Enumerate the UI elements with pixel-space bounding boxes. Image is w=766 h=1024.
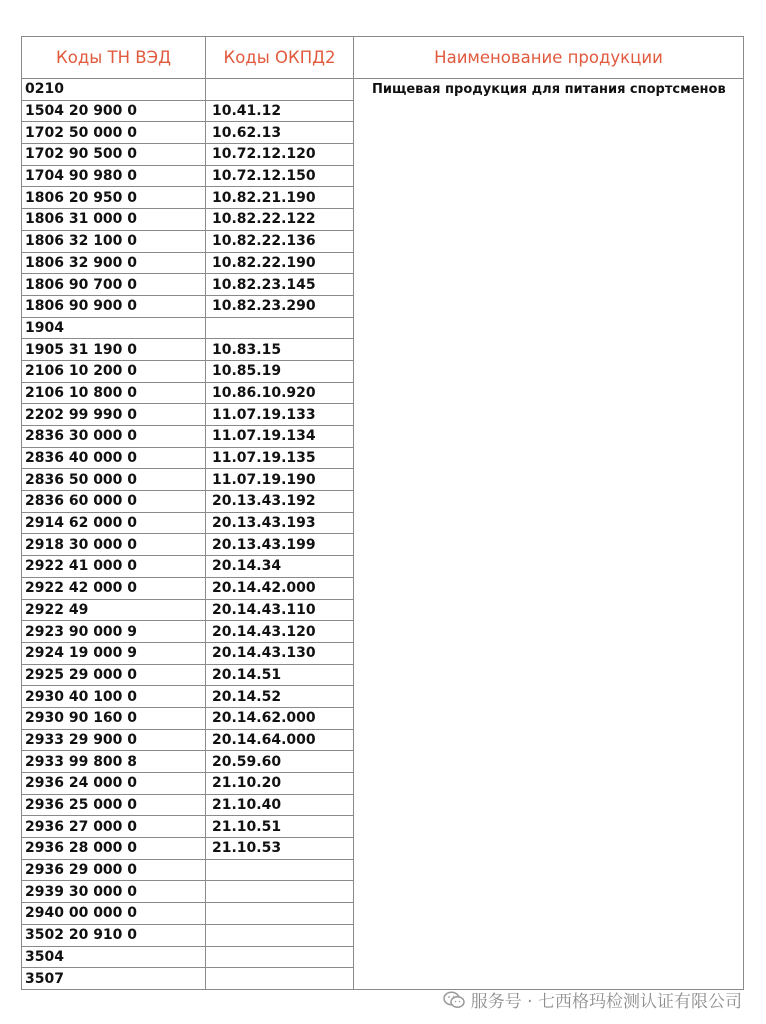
okpd2-code: 20.14.42.000 [206, 577, 354, 599]
tn-ved-code: 2918 30 000 0 [22, 534, 206, 556]
tn-ved-code: 2933 29 900 0 [22, 729, 206, 751]
tn-ved-code: 2922 42 000 0 [22, 577, 206, 599]
okpd2-code: 10.83.15 [206, 339, 354, 361]
tn-ved-code: 2930 40 100 0 [22, 686, 206, 708]
okpd2-code: 20.13.43.193 [206, 512, 354, 534]
okpd2-code: 20.13.43.199 [206, 534, 354, 556]
tn-ved-code: 2914 62 000 0 [22, 512, 206, 534]
tn-ved-code: 2923 90 000 9 [22, 621, 206, 643]
okpd2-code: 20.13.43.192 [206, 491, 354, 513]
okpd2-code: 20.14.52 [206, 686, 354, 708]
okpd2-code: 20.14.64.000 [206, 729, 354, 751]
product-name-cell: Пищевая продукция для питания спортсменов [354, 79, 744, 990]
tn-ved-code: 2925 29 000 0 [22, 664, 206, 686]
okpd2-code: 20.14.43.110 [206, 599, 354, 621]
tn-ved-code: 0210 [22, 79, 206, 101]
tn-ved-code: 2940 00 000 0 [22, 903, 206, 925]
tn-ved-code: 3504 [22, 946, 206, 968]
okpd2-code: 11.07.19.190 [206, 469, 354, 491]
tn-ved-code: 2936 24 000 0 [22, 773, 206, 795]
table-row [22, 79, 744, 101]
tn-ved-code: 1806 31 000 0 [22, 209, 206, 231]
tn-ved-code: 1806 32 900 0 [22, 252, 206, 274]
tn-ved-code: 2936 28 000 0 [22, 838, 206, 860]
okpd2-code: 10.82.23.290 [206, 295, 354, 317]
okpd2-code [206, 859, 354, 881]
tn-ved-code: 2836 50 000 0 [22, 469, 206, 491]
okpd2-code: 20.14.34 [206, 556, 354, 578]
tn-ved-code: 1806 90 700 0 [22, 274, 206, 296]
okpd2-code [206, 968, 354, 990]
tn-ved-code: 1806 32 100 0 [22, 230, 206, 252]
header-tn-ved: Коды ТН ВЭД [22, 37, 206, 79]
tn-ved-code: 2924 19 000 9 [22, 642, 206, 664]
tn-ved-code: 2922 41 000 0 [22, 556, 206, 578]
tn-ved-code: 2106 10 800 0 [22, 382, 206, 404]
okpd2-code: 20.14.62.000 [206, 707, 354, 729]
okpd2-code: 10.82.22.136 [206, 230, 354, 252]
tn-ved-code: 2930 90 160 0 [22, 707, 206, 729]
tn-ved-code: 2936 25 000 0 [22, 794, 206, 816]
table-body [22, 79, 744, 990]
okpd2-code [206, 924, 354, 946]
okpd2-code: 10.82.22.190 [206, 252, 354, 274]
tn-ved-code: 3502 20 910 0 [22, 924, 206, 946]
okpd2-code: 21.10.40 [206, 794, 354, 816]
okpd2-code: 20.14.43.120 [206, 621, 354, 643]
tn-ved-code: 2836 60 000 0 [22, 491, 206, 513]
tn-ved-code: 1702 90 500 0 [22, 144, 206, 166]
tn-ved-code: 1904 [22, 317, 206, 339]
tn-ved-code: 2106 10 200 0 [22, 360, 206, 382]
tn-ved-code: 1704 90 980 0 [22, 165, 206, 187]
okpd2-code: 10.72.12.150 [206, 165, 354, 187]
okpd2-code [206, 946, 354, 968]
okpd2-code: 10.41.12 [206, 100, 354, 122]
tn-ved-code: 2939 30 000 0 [22, 881, 206, 903]
header-product-name: Наименование продукции [354, 37, 744, 79]
okpd2-code: 11.07.19.134 [206, 426, 354, 448]
tn-ved-code: 2836 30 000 0 [22, 426, 206, 448]
okpd2-code: 10.82.21.190 [206, 187, 354, 209]
okpd2-code: 21.10.20 [206, 773, 354, 795]
okpd2-code: 11.07.19.133 [206, 404, 354, 426]
header-okpd2: Коды ОКПД2 [206, 37, 354, 79]
okpd2-code: 10.62.13 [206, 122, 354, 144]
tn-ved-code: 2936 27 000 0 [22, 816, 206, 838]
okpd2-code: 20.14.43.130 [206, 642, 354, 664]
okpd2-code [206, 317, 354, 339]
okpd2-code: 21.10.51 [206, 816, 354, 838]
okpd2-code: 20.14.51 [206, 664, 354, 686]
okpd2-code: 20.59.60 [206, 751, 354, 773]
okpd2-code: 21.10.53 [206, 838, 354, 860]
tn-ved-code: 3507 [22, 968, 206, 990]
tn-ved-code: 1905 31 190 0 [22, 339, 206, 361]
watermark-text: 服务号 · 七西格玛检测认证有限公司 [470, 992, 742, 1012]
okpd2-code: 10.72.12.120 [206, 144, 354, 166]
okpd2-code [206, 79, 354, 101]
tn-ved-code: 2922 49 [22, 599, 206, 621]
okpd2-code [206, 903, 354, 925]
tn-ved-code: 1806 20 950 0 [22, 187, 206, 209]
tn-ved-code: 2836 40 000 0 [22, 447, 206, 469]
wechat-icon [443, 991, 465, 1009]
okpd2-code: 10.82.23.145 [206, 274, 354, 296]
tn-ved-code: 2936 29 000 0 [22, 859, 206, 881]
okpd2-code: 11.07.19.135 [206, 447, 354, 469]
watermark [443, 987, 742, 1012]
tn-ved-code: 1702 50 000 0 [22, 122, 206, 144]
tn-ved-code: 1504 20 900 0 [22, 100, 206, 122]
tn-ved-code: 2933 99 800 8 [22, 751, 206, 773]
codes-table [21, 36, 744, 990]
okpd2-code [206, 881, 354, 903]
okpd2-code: 10.85.19 [206, 360, 354, 382]
header-row [22, 37, 744, 79]
tn-ved-code: 2202 99 990 0 [22, 404, 206, 426]
okpd2-code: 10.82.22.122 [206, 209, 354, 231]
okpd2-code: 10.86.10.920 [206, 382, 354, 404]
tn-ved-code: 1806 90 900 0 [22, 295, 206, 317]
